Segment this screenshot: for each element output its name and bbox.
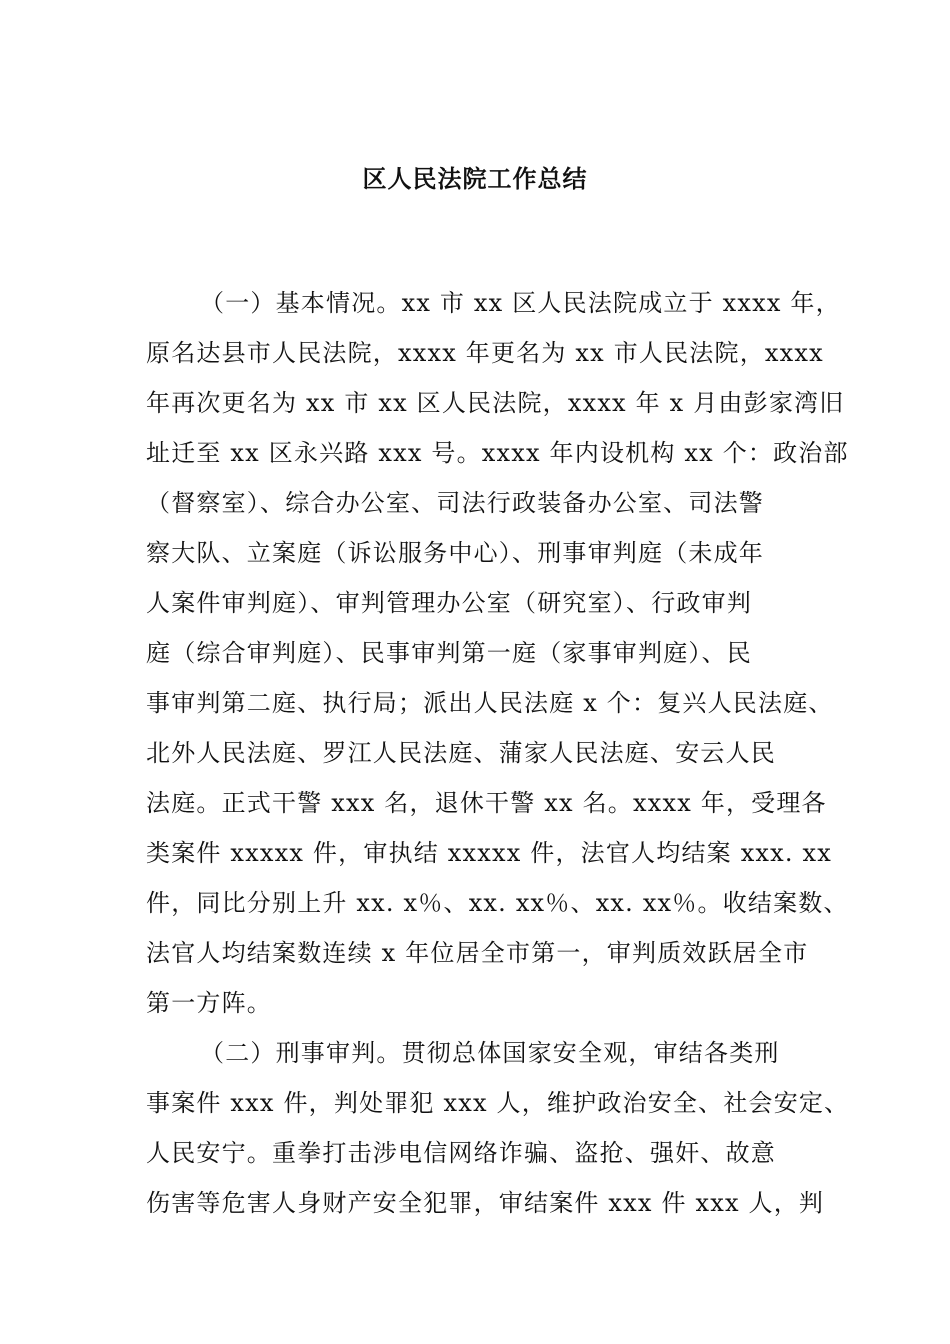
text-line: 址迁至 xx 区永兴路 xxx 号。xxxx 年内设机构 xx 个：政治部 [146, 439, 849, 467]
paragraph-basic-situation [146, 278, 849, 1028]
text-line: 法官人均结案数连续 x 年位居全市第一，审判质效跃居全市 [146, 939, 809, 967]
text-line: 伤害等危害人身财产安全犯罪，审结案件 xxx 件 xxx 人，判 [146, 1189, 825, 1217]
text-line: 人案件审判庭）、审判管理办公室（研究室）、行政审判 [146, 589, 752, 617]
text-line: 原名达县市人民法院，xxxx 年更名为 xx 市人民法院，xxxx [146, 339, 824, 367]
text-line: 庭（综合审判庭）、民事审判第一庭（家事审判庭）、民 [146, 639, 752, 667]
text-line: 第一方阵。 [146, 989, 272, 1017]
text-line: 类案件 xxxxx 件，审执结 xxxxx 件，法官人均结案 xxx. xx [146, 839, 833, 867]
text-line: 件，同比分别上升 xx. x％、xx. xx％、xx. xx％。收结案数、 [146, 889, 849, 917]
text-line: 年再次更名为 xx 市 xx 区人民法院，xxxx 年 x 月由彭家湾旧 [146, 389, 845, 417]
document-title: 区人民法院工作总结 [362, 164, 588, 193]
text-line: 事审判第二庭、执行局；派出人民法庭 x 个：复兴人民法庭、 [146, 689, 834, 717]
paragraph-criminal-trial [146, 1028, 850, 1228]
text-line: 人民安宁。重拳打击涉电信网络诈骗、盗抢、强奸、故意 [146, 1139, 776, 1167]
text-line: 北外人民法庭、罗江人民法庭、蒲家人民法庭、安云人民 [146, 739, 776, 767]
document-body [146, 278, 850, 1228]
text-line: （督察室）、综合办公室、司法行政装备办公室、司法警 [146, 489, 764, 517]
text-line: 事案件 xxx 件，判处罪犯 xxx 人，维护政治安全、社会安定、 [146, 1089, 850, 1117]
text-line: 法庭。正式干警 xxx 名，退休干警 xx 名。xxxx 年，受理各 [146, 789, 827, 817]
text-line: 察大队、立案庭（诉讼服务中心）、刑事审判庭（未成年 [146, 539, 764, 567]
text-line: （一）基本情况。xx 市 xx 区人民法院成立于 xxxx 年， [200, 289, 841, 317]
text-line: （二）刑事审判。贯彻总体国家安全观，审结各类刑 [200, 1039, 780, 1067]
